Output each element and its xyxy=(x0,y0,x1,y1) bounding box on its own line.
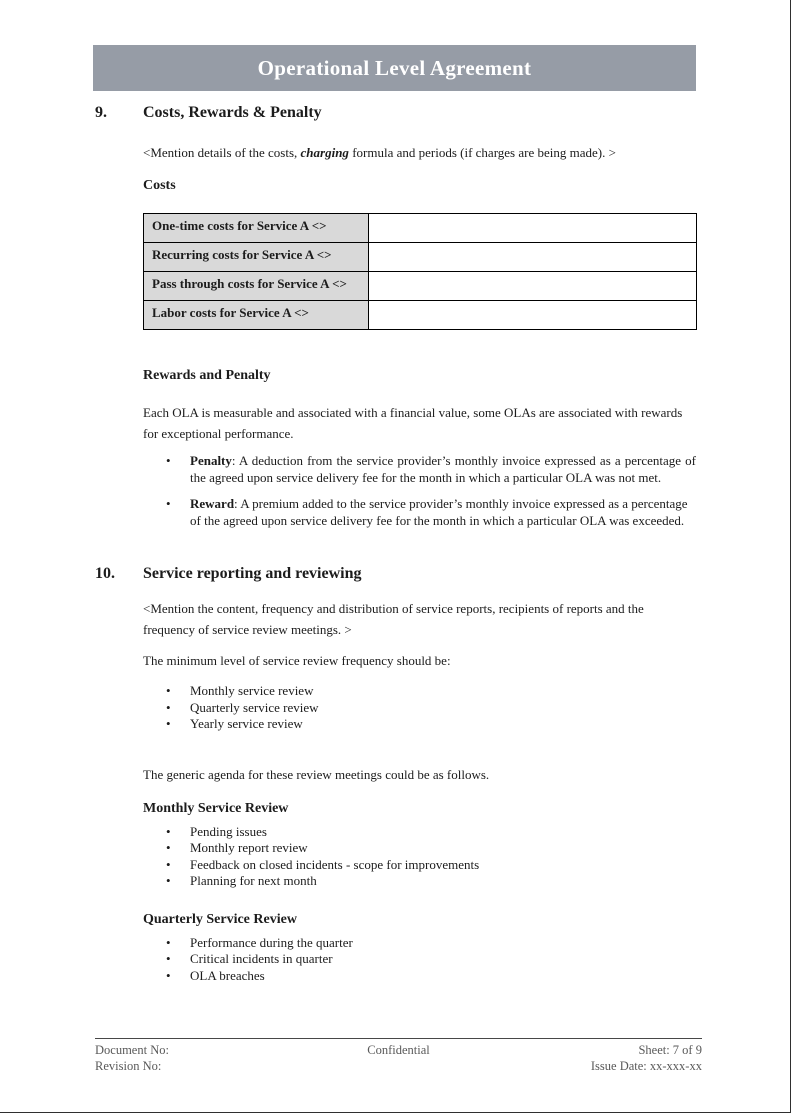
bullet-icon: • xyxy=(166,873,171,888)
penalty-reward-list xyxy=(165,453,696,529)
revision-no-label: Revision No: xyxy=(95,1058,162,1073)
list-item-text: Monthly report review xyxy=(190,840,308,855)
section-10-heading xyxy=(95,565,696,583)
list-item-text: Critical incidents in quarter xyxy=(190,951,333,966)
list-item xyxy=(165,824,696,841)
intro-post-text: formula and periods (if charges are being made). > xyxy=(348,145,616,160)
bullet-icon: • xyxy=(166,967,171,983)
list-item xyxy=(165,857,696,874)
bullet-icon: • xyxy=(166,934,171,950)
quarterly-review-subheading: Quarterly Service Review xyxy=(143,911,297,927)
row-value-cell xyxy=(369,243,697,272)
page-content xyxy=(95,104,696,984)
section-9-title: Costs, Rewards & Penalty xyxy=(143,104,322,121)
row-label-cell: Recurring costs for Service A <> xyxy=(144,243,369,272)
section-10-intro-paragraph: <Mention the content, frequency and distribution of service reports, recipients of reports and the frequency of service review meetings. > xyxy=(143,601,644,637)
costs-subheading: Costs xyxy=(143,178,176,193)
row-value-cell xyxy=(369,214,697,243)
footer-right xyxy=(500,1043,702,1074)
list-item-text: Pending issues xyxy=(190,823,267,839)
section-9-heading xyxy=(95,104,696,122)
monthly-review-list xyxy=(165,824,696,890)
list-item-text: Yearly service review xyxy=(190,716,303,731)
table-row xyxy=(144,272,697,301)
row-label-cell: Pass through costs for Service A <> xyxy=(144,272,369,301)
section-10-title: Service reporting and reviewing xyxy=(143,565,362,582)
list-item-text: Quarterly service review xyxy=(190,699,319,715)
sheet-number-label: Sheet: 7 of 9 xyxy=(638,1043,702,1057)
bullet-icon: • xyxy=(166,856,171,872)
list-item-text: Feedback on closed incidents - scope for improvements xyxy=(190,856,480,872)
bullet-icon: • xyxy=(166,496,171,511)
bullet-icon: • xyxy=(166,683,171,698)
footer-center xyxy=(297,1043,499,1074)
agenda-lead-paragraph: The generic agenda for these review meetings could be as follows. xyxy=(143,766,490,782)
charging-emphasis: charging xyxy=(300,145,349,160)
list-item xyxy=(165,935,696,952)
monthly-review-subheading: Monthly Service Review xyxy=(143,800,289,816)
bullet-icon: • xyxy=(166,823,171,839)
list-item-text: Planning for next month xyxy=(190,873,317,888)
list-item-reward xyxy=(165,496,696,529)
bullet-icon: • xyxy=(166,840,171,855)
list-item xyxy=(165,840,696,857)
bullet-icon: • xyxy=(166,716,171,731)
section-10-number: 10. xyxy=(95,565,115,582)
penalty-text: : A deduction from the service provider’s monthly invoice expressed as a percentage of the agreed upon service delivery fee for the month in which a particular OLA was not met. xyxy=(190,453,696,485)
rewards-intro-paragraph: Each OLA is measurable and associated with a financial value, some OLAs are associated with rewards for exceptional performance. xyxy=(143,405,683,441)
section-9-intro-paragraph xyxy=(143,142,696,163)
list-item-text: Performance during the quarter xyxy=(190,934,353,950)
issue-date-label: Issue Date: xx-xxx-xx xyxy=(590,1058,702,1073)
row-value-cell xyxy=(369,272,697,301)
bullet-icon: • xyxy=(166,699,171,715)
page-footer xyxy=(95,1038,702,1074)
table-row xyxy=(144,243,697,272)
list-item xyxy=(165,873,696,890)
list-item xyxy=(165,683,696,700)
list-item-text: Monthly service review xyxy=(190,683,314,698)
frequency-lead-paragraph: The minimum level of service review frequency should be: xyxy=(143,653,451,668)
quarterly-review-list xyxy=(165,935,696,985)
table-row xyxy=(144,214,697,243)
reward-term: Reward xyxy=(190,496,235,511)
bullet-icon: • xyxy=(166,951,171,966)
page-title: Operational Level Agreement xyxy=(257,55,532,80)
row-label-cell: Labor costs for Service A <> xyxy=(144,301,369,330)
costs-table xyxy=(143,213,697,330)
row-label-cell: One-time costs for Service A <> xyxy=(144,214,369,243)
bullet-icon: • xyxy=(166,453,171,468)
frequency-list xyxy=(165,683,696,733)
rewards-penalty-subheading: Rewards and Penalty xyxy=(143,368,271,383)
intro-pre-text: <Mention details of the costs, xyxy=(143,145,301,160)
row-value-cell xyxy=(369,301,697,330)
table-row xyxy=(144,301,697,330)
list-item xyxy=(165,951,696,968)
list-item-penalty xyxy=(165,453,696,486)
footer-left xyxy=(95,1043,297,1074)
list-item xyxy=(165,716,696,733)
penalty-term: Penalty xyxy=(190,453,232,468)
section-9-number: 9. xyxy=(95,104,107,121)
list-item xyxy=(165,700,696,717)
list-item-text: OLA breaches xyxy=(190,967,265,983)
document-no-label: Document No: xyxy=(95,1043,169,1057)
header-banner xyxy=(93,45,696,91)
list-item xyxy=(165,968,696,985)
reward-text: : A premium added to the service provider’s monthly invoice expressed as a percentage of the agreed upon service delivery fee for the month in which a particular OLA was exceeded. xyxy=(190,496,688,528)
confidential-label: Confidential xyxy=(367,1043,430,1057)
